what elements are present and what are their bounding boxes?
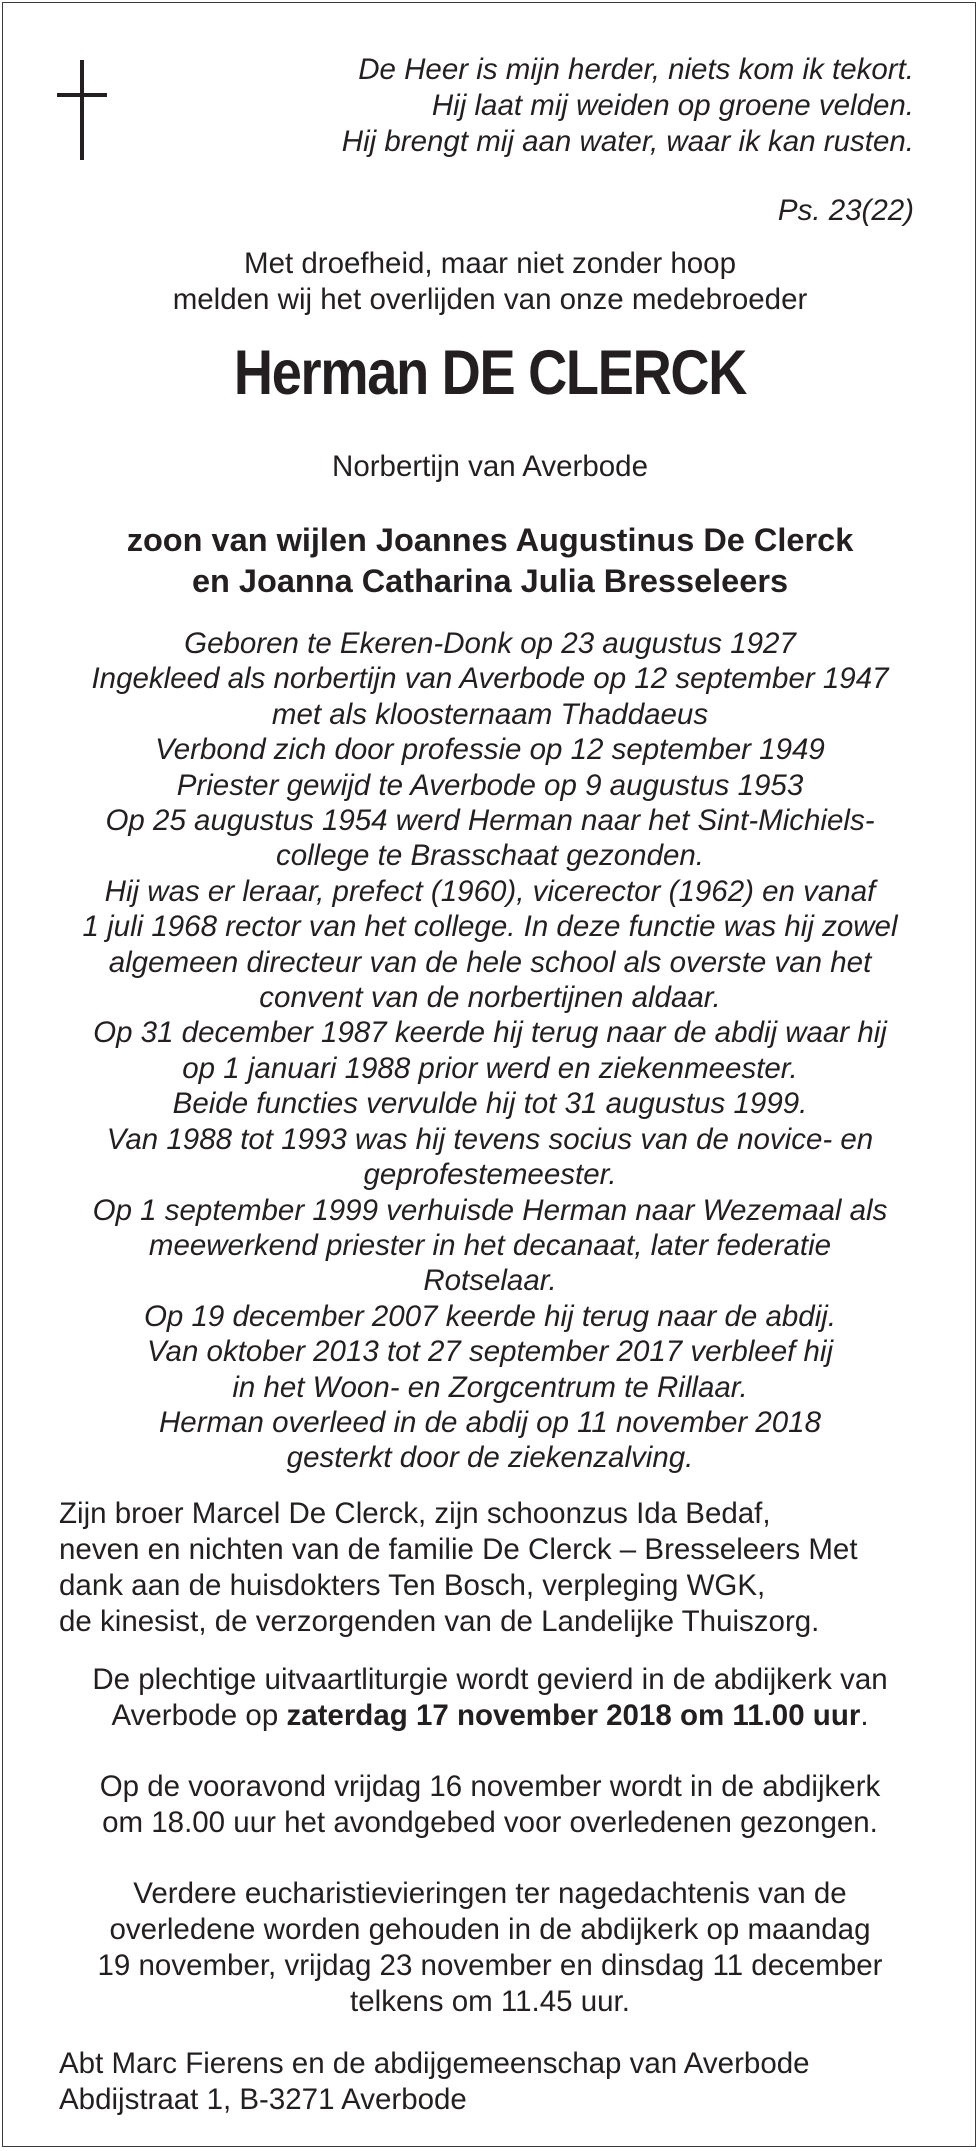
cross-icon <box>57 60 107 160</box>
signature-line: Abt Marc Fierens en de abdijgemeenschap van Averbode <box>59 2047 810 2080</box>
vigil-line: om 18.00 uur het avondgebed voor overledenen gezongen. <box>102 1806 878 1839</box>
psalm-quote <box>342 52 914 160</box>
bio-line: met als kloosternaam Thaddaeus <box>271 697 709 731</box>
quote-line: Hij brengt mij aan water, waar ik kan rusten. <box>341 125 914 158</box>
family-text <box>59 1496 858 1640</box>
bio-line: Geboren te Ekeren-Donk op 23 augustus 1927 <box>184 627 796 660</box>
masses-line: overledene worden gehouden in de abdijkerk op maandag <box>109 1913 871 1946</box>
bio-line: Op 25 augustus 1954 werd Herman naar het Sint-Michiels- <box>105 804 875 838</box>
psalm-reference: Ps. 23(22) <box>777 194 914 227</box>
bio-line: Herman overleed in de abdij op 11 november 2018 <box>159 1405 821 1439</box>
bio-line: Op 19 december 2007 keerde hij terug naar de abdij. <box>143 1299 837 1333</box>
funeral-announcement <box>0 1662 980 1734</box>
bio-line: geprofestemeester. <box>363 1158 617 1192</box>
bio-line: Beide functies vervulde hij tot 31 augustus 1999. <box>172 1087 808 1121</box>
parents-line: en Joanna Catharina Julia Bresseleers <box>191 563 789 599</box>
bio-line: Hij was er leraar, prefect (1960), vicerector (1962) en vanaf <box>104 874 876 908</box>
funeral-date: zaterdag 17 november 2018 om 11.00 uur <box>286 1699 861 1732</box>
masses-line: 19 november, vrijdag 23 november en dinsdag 11 december <box>97 1949 883 1982</box>
family-line: Zijn broer Marcel De Clerck, zijn schoonzus Ida Bedaf, <box>59 1497 771 1530</box>
bio-line: Op 1 september 1999 verhuisde Herman naar Wezemaal als <box>92 1193 888 1227</box>
bio-line: 1 juli 1968 rector van het college. In deze functie was hij zowel <box>82 910 898 944</box>
bio-line: convent van de norbertijnen aldaar. <box>259 981 721 1015</box>
intro-line: Met droefheid, maar niet zonder hoop <box>244 247 736 280</box>
intro-text <box>0 246 980 318</box>
quote-line: Hij laat mij weiden op groene velden. <box>431 89 914 122</box>
vigil-announcement <box>0 1769 980 1841</box>
signature-block <box>59 2046 810 2118</box>
funeral-line <box>0 1698 980 1734</box>
bio-line: op 1 januari 1988 prior werd en ziekenmeester. <box>182 1051 798 1085</box>
family-line: de kinesist, de verzorgenden van de Landelijke Thuiszorg. <box>59 1605 820 1638</box>
funeral-location: Averbode op <box>111 1699 287 1732</box>
address-line: Abdijstraat 1, B-3271 Averbode <box>59 2083 467 2116</box>
intro-line: melden wij het overlijden van onze medebroeder <box>172 283 808 316</box>
bio-line: meewerkend priester in het decanaat, later federatie <box>148 1228 832 1262</box>
bio-line: Van oktober 2013 tot 27 september 2017 verbleef hij <box>146 1335 834 1369</box>
masses-announcement <box>0 1876 980 2020</box>
bio-line: algemeen directeur van de hele school als overste van het <box>108 945 872 979</box>
vigil-line: Op de vooravond vrijdag 16 november wordt in de abdijkerk <box>99 1770 881 1803</box>
masses-line: telkens om 11.45 uur. <box>350 1985 630 2018</box>
funeral-period: . <box>860 1699 869 1732</box>
bio-line: Op 31 december 1987 keerde hij terug naar de abdij waar hij <box>93 1016 887 1050</box>
family-line: dank aan de huisdokters Ten Bosch, verpleging WGK, <box>59 1569 766 1602</box>
bio-line: Van 1988 tot 1993 was hij tevens socius van de novice- en <box>106 1122 874 1156</box>
deceased-name: Herman DE CLERCK <box>233 338 747 408</box>
bio-line: Priester gewijd te Averbode op 9 augustus 1953 <box>176 768 804 802</box>
family-line: neven en nichten van de familie De Clerck – Bresseleers Met <box>59 1533 858 1566</box>
parents-text <box>0 520 980 602</box>
funeral-line: De plechtige uitvaartliturgie wordt gevierd in de abdijkerk van <box>92 1663 888 1696</box>
bio-line: gesterkt door de ziekenzalving. <box>286 1441 694 1475</box>
bio-line: college te Brasschaat gezonden. <box>275 839 705 873</box>
religious-order: Norbertijn van Averbode <box>332 450 648 483</box>
biography <box>0 626 980 1476</box>
quote-line: De Heer is mijn herder, niets kom ik tekort. <box>358 53 914 86</box>
bio-line: Verbond zich door professie op 12 september 1949 <box>155 733 825 767</box>
bio-line: Rotselaar. <box>423 1264 557 1298</box>
bio-line: Ingekleed als norbertijn van Averbode op 12 september 1947 <box>91 662 889 696</box>
masses-line: Verdere eucharistievieringen ter nagedachtenis van de <box>133 1877 847 1910</box>
bio-line: in het Woon- en Zorgcentrum te Rillaar. <box>232 1370 748 1404</box>
parents-line: zoon van wijlen Joannes Augustinus De Clerck <box>126 522 854 558</box>
